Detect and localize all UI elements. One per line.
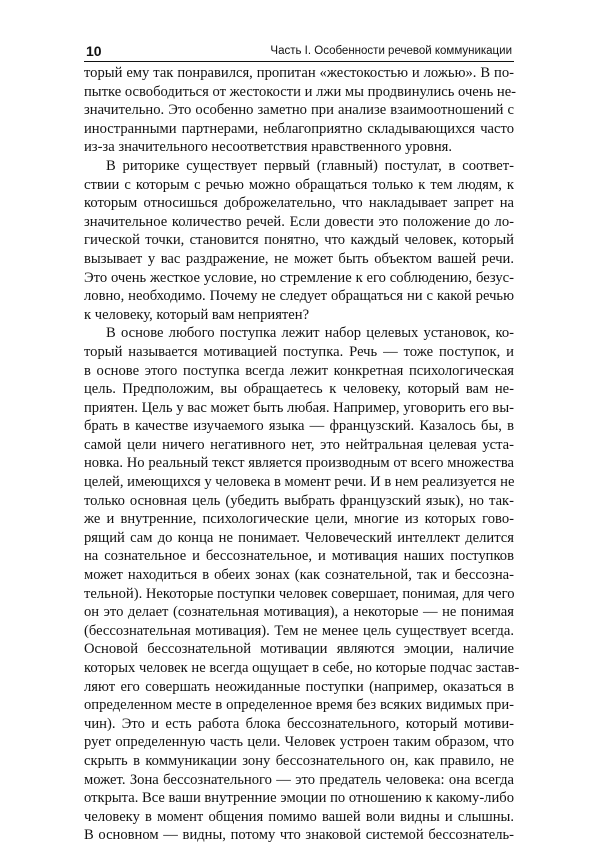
paragraph <box>84 157 514 324</box>
text-line: ствии с которым с речью можно обращаться только к тем людям, к <box>84 176 514 193</box>
text-line: иностранными партнерами, неблагоприятно складывающихся часто <box>84 120 514 137</box>
paragraph <box>84 324 520 845</box>
text-line: В основе любого поступка лежит набор целевых установок, ко- <box>106 325 514 342</box>
text-line: определенном месте в определенное время без всяких видимых при- <box>84 697 514 714</box>
text-line: гической точки, становится понятно, что каждый человек, который <box>84 232 514 249</box>
text-line: В риторике существует первый (главный) постулат, в соответ- <box>106 157 514 174</box>
paragraph <box>84 64 517 157</box>
text-line: ловно, необходимо. Почему не следует обращаться ни с какой речью <box>84 288 514 305</box>
text-line: к человеку, который вам неприятен? <box>84 306 310 323</box>
text-line: он это делает (сознательная мотивация), а некоторые — не понимая <box>84 604 514 621</box>
text-line: рует определенную часть цели. Человек устроен таким образом, что <box>84 734 514 751</box>
text-line: из-за значительного несоответствия нравственного уровня. <box>84 139 453 156</box>
text-line: чин). Это и есть работа блока бессознательного, который мотиви- <box>84 715 514 732</box>
text-line: приятен. Цель у вас может быть любая. Например, уговорить его вы- <box>84 399 514 416</box>
text-line: самой цели ничего негативного нет, это нейтральная целевая уста- <box>84 436 514 453</box>
text-line: В основном — видны, потому что знаковой системой бессознатель- <box>84 827 514 844</box>
text-line: человеку в момент общения помимо вашей воли видны и слышны. <box>84 808 514 825</box>
text-line: Основой бессознательной мотивации являются эмоции, наличие <box>84 641 514 658</box>
body-text <box>84 64 520 845</box>
text-line: которых человек не всегда ощущает в себе, но которые подчас застав- <box>84 660 520 676</box>
text-line: же и внутренние, психологические цели, многие из которых гово- <box>84 511 514 528</box>
text-line: может. Зона бессознательного — это предатель человека: она всегда <box>84 771 514 788</box>
text-line: только основная цель (убедить выбрать французский язык), но так- <box>84 492 514 509</box>
text-line: брать в качестве изучаемого языка — французский. Казалось бы, в <box>84 418 514 435</box>
text-line: в основе этого поступка всегда лежит конкретная психологическая <box>84 362 514 379</box>
text-line: вызывает у вас раздражение, не может быть объектом вашей речи. <box>84 250 514 267</box>
text-line: новка. Но реальный текст является производным от всего множества <box>84 455 514 472</box>
running-title: Часть I. Особенности речевой коммуникации <box>270 45 512 57</box>
text-line: цель. Предположим, вы обращаетесь к человеку, который вам не- <box>84 381 514 398</box>
text-line: на сознательное и бессознательное, и мотивация наших поступков <box>84 548 514 565</box>
text-line: значительно. Это особенно заметно при анализе взаимоотношений с <box>84 102 514 119</box>
text-line: пытке освободиться от жестокости и лжи мы продвинулись очень не- <box>84 83 517 100</box>
header-rule <box>84 61 514 62</box>
page-number: 10 <box>86 43 102 59</box>
page-header <box>84 42 514 62</box>
text-line: (бессознательная мотивация). Тем не менее цель существует всегда. <box>84 622 514 639</box>
text-line: торый называется мотивацией поступка. Речь — тоже поступок, и <box>84 343 514 360</box>
text-line: рящий сам до конца не понимает. Человеческий интеллект делится <box>84 529 514 546</box>
text-line: целей, имеющихся у человека в момент речи. И в нем реализуется не <box>84 474 515 491</box>
text-line: скрыть в коммуникации зону бессознательного он, как правило, не <box>84 752 514 769</box>
text-line: Это очень жесткое условие, но стремление к его соблюдению, безус- <box>84 269 514 286</box>
text-line: тельной). Некоторые поступки человек совершает, понимая, для чего <box>84 585 515 602</box>
text-line: может находиться в обеих зонах (как сознательной, так и бессозна- <box>84 567 514 584</box>
text-line: которым относишься доброжелательно, что накладывает запрет на <box>84 195 514 212</box>
text-line: значительное количество речей. Если довести это положение до ло- <box>84 213 514 230</box>
text-line: торый ему так понравился, пропитан «жестокостью и ложью». В по- <box>84 65 514 81</box>
text-line: открыта. Все ваши внутренние эмоции по отношению к какому-либо <box>84 790 514 807</box>
text-line: ляют его совершать неожиданные поступки (например, оказаться в <box>84 678 514 695</box>
